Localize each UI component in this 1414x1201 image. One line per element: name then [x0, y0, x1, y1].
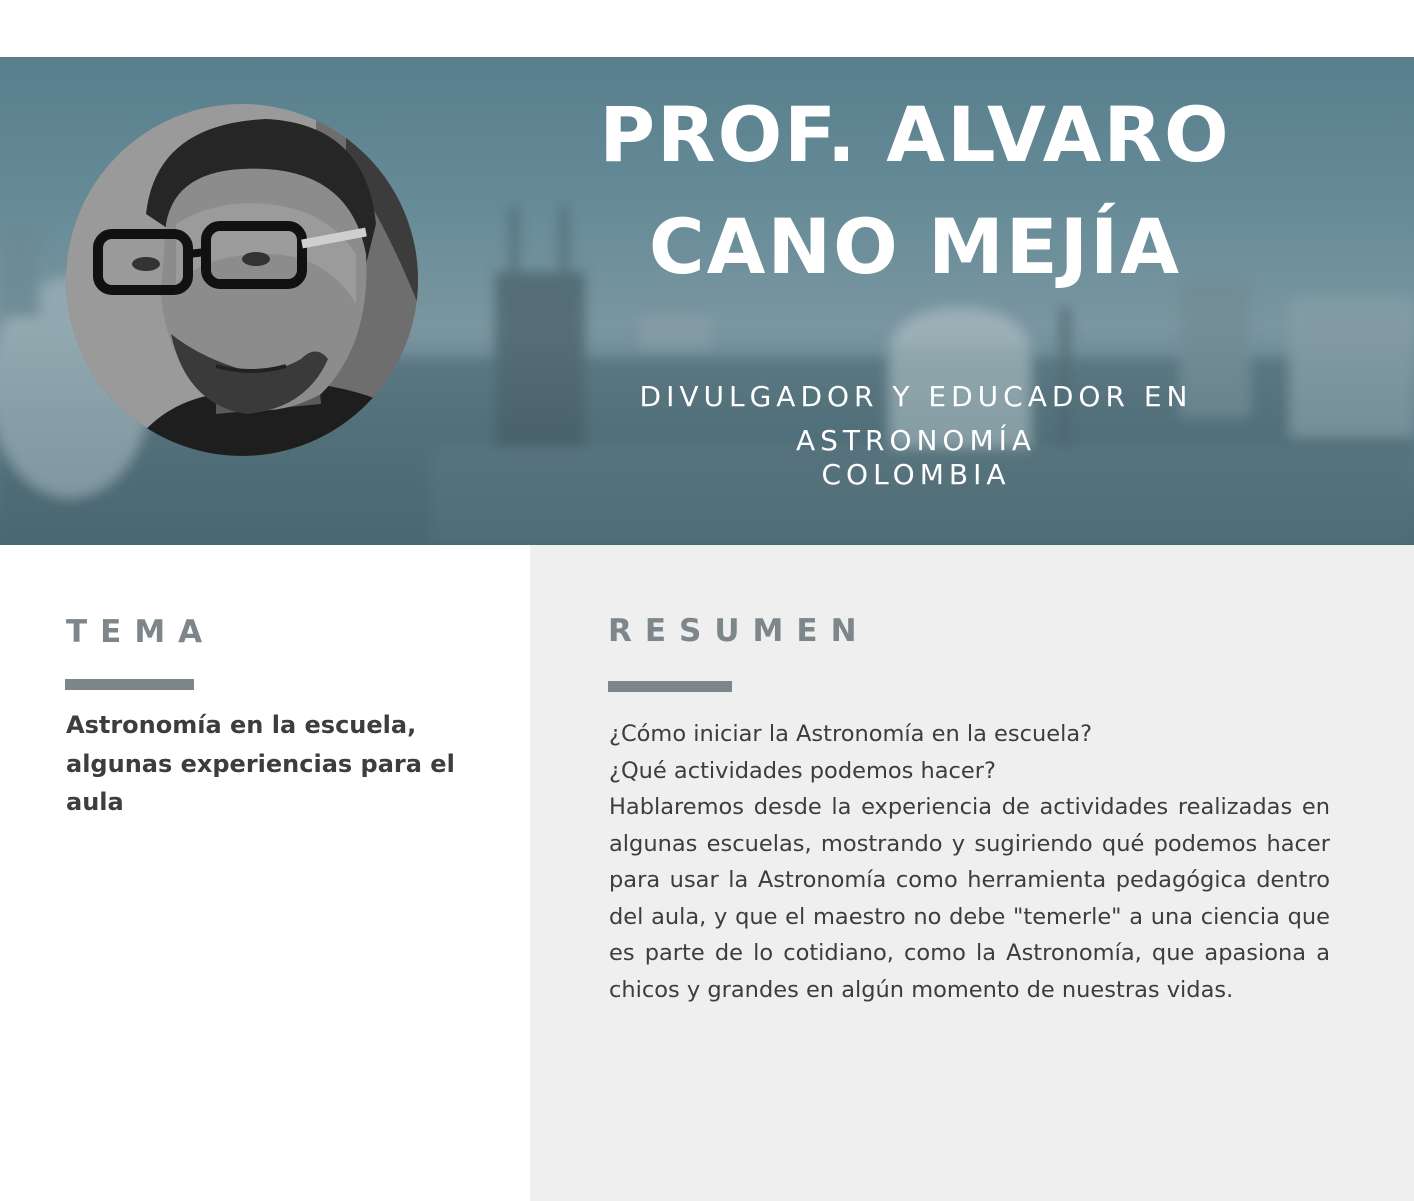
tema-text: Astronomía en la escuela, algunas experiencias para el aula — [66, 711, 455, 816]
speaker-name-line2: CANO MEJÍA — [648, 202, 1182, 291]
resumen-question-2: ¿Qué actividades podemos hacer? — [609, 757, 996, 784]
header-banner — [0, 57, 1414, 545]
speaker-name-line1: PROF. ALVARO — [599, 90, 1231, 179]
tema-divider — [65, 679, 194, 690]
resumen-body: Hablaremos desde la experiencia de actividades realizadas en algunas escuelas, mostrando y sugiriendo qué podemos hacer para usar la Astronomía como herramienta pedagógica dentro del aula, y que el maestro no debe "temerle" a una ciencia que es parte de lo cotidiano, como la Astronomía, que apasiona a chicos y grandes en algún momento de nuestras vidas. — [609, 794, 1330, 1003]
resumen-question-1: ¿Cómo iniciar la Astronomía en la escuela? — [609, 721, 1093, 747]
speaker-portrait — [66, 104, 418, 456]
speaker-name — [560, 79, 1270, 303]
speaker-country: COLOMBIA — [821, 458, 1011, 491]
tema-label: TEMA — [66, 614, 216, 650]
resumen-divider — [608, 681, 732, 692]
resumen-text — [609, 716, 1330, 1008]
resumen-label: RESUMEN — [608, 613, 870, 649]
speaker-role: DIVULGADOR Y EDUCADOR EN ASTRONOMÍA — [639, 380, 1193, 457]
